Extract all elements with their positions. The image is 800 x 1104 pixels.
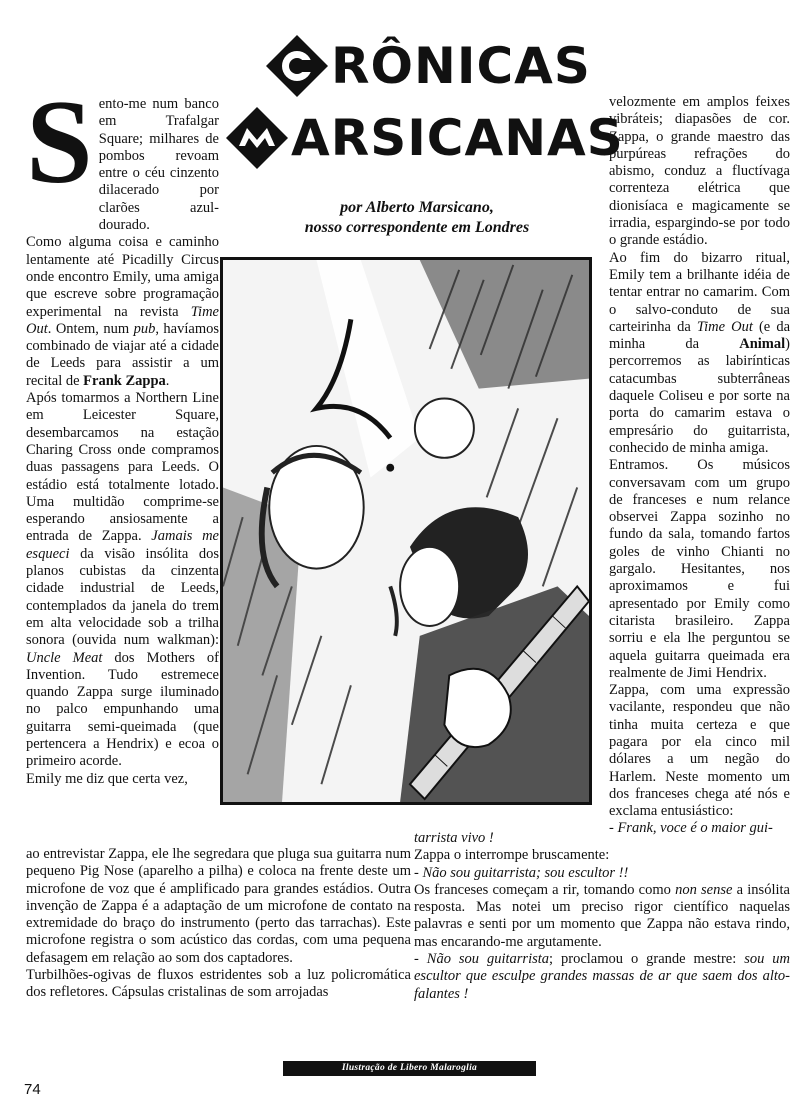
title-line-1 <box>265 36 591 96</box>
byline-author: por Alberto Marsicano, <box>340 199 494 216</box>
paragraph: Zappa, com uma expressão vacilante, respondeu que não tinha muita certeza e que pagara por ela cinco mil dólares a um negão do Harlem. Neste momento um dos franceses chega até nós e exclama entusiástico: <box>609 682 790 820</box>
diamond-c-logo-icon <box>265 34 329 98</box>
text-run: , havíamos combinado de viajar até a cidade de Leeds para assistir a um recital de <box>26 320 219 389</box>
text-run-italic: - Não sou guitarrista; sou escultor !! <box>414 864 629 881</box>
paragraph <box>26 771 219 788</box>
text-run-bold: Animal <box>739 336 786 353</box>
article-bottom-left <box>26 846 411 1002</box>
paragraph: Entramos. Os músicos conversavam com um grupo de franceses e num relance observei Zappa sozinho no fundo da sala, tomando fartos goles de vinho Chianti no gargalo. Hesitantes, nos aproximamos e fui apresentado por Emily como citarista brasileiro. Zappa sorriu e ela lhe perguntou se aquela guitarra queimada era realmente de Jimi Hendrix. <box>609 457 790 681</box>
text-run: Os franceses começam a rir, tomando como <box>414 881 676 898</box>
text-run: dos Mothers of Invention. Tudo estremece quando Zappa surge iluminado no palco empunhando uma guitarra semi-queimada (que pertencera a Hendrix) e ecoa o primeiro acorde. <box>26 649 219 770</box>
byline-role: nosso correspondente em Londres <box>304 219 530 236</box>
text-run-bold: Frank Zappa <box>83 372 166 389</box>
text-run-italic: Jamais me esqueci <box>26 528 219 562</box>
article-illustration <box>220 257 592 805</box>
text-run: Emily me diz que certa vez, <box>26 770 188 787</box>
text-run-italic: Time Out <box>696 318 753 335</box>
zappa-guitar-illustration <box>223 260 589 802</box>
title-word-1: RÔNICAS <box>331 37 591 95</box>
text-run-italic: pub <box>133 320 156 337</box>
text-run: ento-me num banco em Trafalgar Square; milhares de pombos revoam entre o céu cinzento dilacerado por clarões azul-dourado. <box>98 96 219 234</box>
paragraph <box>414 882 790 951</box>
text-run-italic: - Frank, voce é o maior gui- <box>609 820 773 837</box>
text-run: Após tomarmos a Northern Line em Leicester Square, desembarcamos na estação Charing Cross onde compramos duas passagens para Leeds. O estádio está totalmente lotado. Uma multidão comprime-se esperando ansiosamente a entrada de Zappa. <box>26 390 219 545</box>
article-column-left <box>26 75 219 788</box>
text-run-italic: non sense <box>675 881 733 898</box>
text-run-italic: tarrista vivo ! <box>414 830 494 846</box>
text-run-italic: sou um escultor que esculpe grandes massas de ar que saem dos alto-falantes ! <box>414 951 790 1002</box>
text-run: a insólita resposta. Mas notei um preciso rigor científico naquelas palavras e senti por um momento que Zappa não estava rindo, mas encarando-me argutamente. <box>414 881 790 950</box>
page-number: 74 <box>24 1081 41 1098</box>
text-run: . Ontem, num <box>47 320 134 337</box>
diamond-m-logo-icon <box>225 106 289 170</box>
paragraph: Zappa o interrompe bruscamente: <box>414 847 610 864</box>
masthead <box>225 36 624 186</box>
text-run: Como alguma coisa e caminho lentamente até Picadilly Circus onde encontro Emily, uma amiga que escreve sobre programação experimental na revista <box>26 234 219 320</box>
paragraph <box>609 250 790 458</box>
text-run: ) percorremos as labirínticas catacumbas subterrâneas daquele Coliseu e por sorte na porta do camarim estava o empresário do guitarrista, conhecido de minha amiga. <box>609 336 790 456</box>
text-run-italic: Uncle Meat <box>26 649 103 666</box>
text-run: ; proclamou o grande mestre: <box>549 951 745 968</box>
article-column-right <box>609 94 790 838</box>
drop-cap: S <box>26 75 93 208</box>
title-line-2 <box>225 108 624 168</box>
paragraph <box>414 830 790 847</box>
paragraph <box>414 951 790 1003</box>
paragraph: ao entrevistar Zappa, ele lhe segredara que pluga sua guitarra num pequeno Pig Nose (aparelho a pilha) e coloca na frente deste um microfone de voz que é amplificado para grandes estádios. Outra invenção de Zappa é a adaptação de um microfone de contato na extremidade do braço do instrumento (perto das tarrachas). Este microfone registra o som acústico das cordas, com uma pequena defasagem em relação ao som dos captadores. <box>26 846 411 966</box>
title-word-2: ARSICANAS <box>291 109 624 167</box>
text-run: da visão insólita dos planos cubistas da cinzenta cidade industrial de Leeds, contemplados da janela do trem em alta velocidade sob a trilha sonora (ouvida num walkman): <box>26 545 219 649</box>
article-bottom-right <box>414 830 790 1003</box>
paragraph: Turbilhões-ogivas de fluxos estridentes sob a luz policromática dos refletores. Cápsulas cristalinas de som arrojadas <box>26 967 411 1001</box>
paragraph <box>414 865 790 882</box>
text-run: (e da minha da <box>609 318 791 353</box>
paragraph <box>26 234 219 390</box>
paragraph <box>26 75 219 234</box>
text-run-italic: - Não sou guitarrista <box>414 951 550 968</box>
text-run: Ao fim do bizarro ritual, Emily tem a brilhante idéia de tentar entrar no camarim. Com o salvo-conduto de sua carteirinha da <box>609 249 790 335</box>
text-run: . <box>165 372 170 389</box>
paragraph <box>26 390 219 771</box>
paragraph: velozmente em amplos feixes vibráteis; diapasões de cor. Zappa, o grande maestro das purpúreas refrações do abismo, conduz a fluctívaga correnteza elétrica que dionisíaca e magicamente se irradia, espargindo-se por todo o grande estádio. <box>609 94 790 249</box>
illustration-credit: Ilustração de Libero Malaroglia <box>283 1061 536 1076</box>
byline <box>262 198 572 238</box>
text-run-italic: Time Out <box>26 303 219 337</box>
